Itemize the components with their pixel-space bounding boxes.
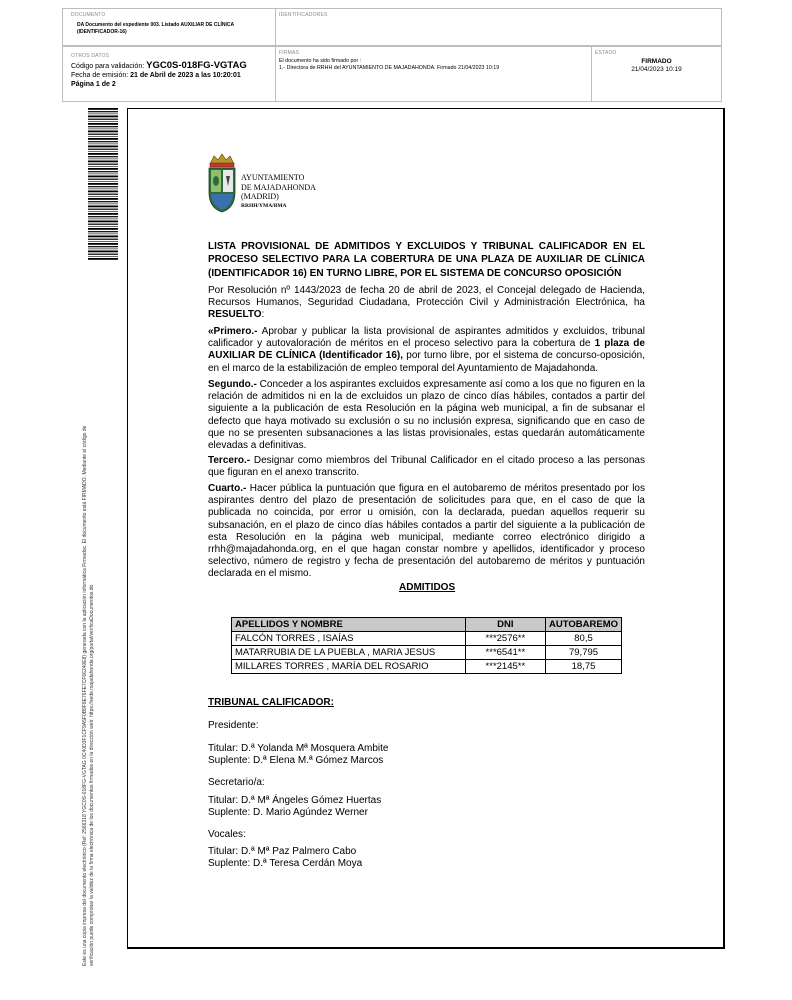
documento-value	[77, 22, 234, 36]
intro-colon: :	[261, 309, 265, 321]
secretario-suplente: Suplente: D. Mario Agúndez Werner	[208, 807, 368, 818]
codigo-line	[71, 61, 247, 71]
tercero-head: Tercero.-	[208, 455, 251, 466]
firmas-line1: El documento ha sido firmado por :	[279, 58, 362, 64]
firmas-text	[279, 58, 499, 72]
vocal-suplente: Suplente: D.ª Teresa Cerdán Moya	[208, 858, 363, 869]
admitidos-heading: ADMITIDOS	[399, 582, 456, 593]
fecha-prefix: Fecha de emisión:	[71, 72, 129, 79]
documento-value-line2: (IDENTIFICADOR-16)	[77, 29, 127, 35]
logo-ref: RRHH/YMA/BMA	[241, 202, 287, 209]
cell-nombre: MILLARES TORRES , MARÍA DEL ROSARIO	[232, 660, 466, 674]
cell-autobaremo: 80,5	[546, 632, 622, 646]
fecha-line	[71, 71, 247, 80]
barcode-image	[88, 108, 118, 260]
col-header-autobaremo: AUTOBAREMO	[546, 618, 622, 632]
primero-text: Aprobar y publicar la lista provisional de aspirantes admitidos y excluidos, tribunal calificador y autovaloración de méritos en el proceso selectivo para la cobertura de	[208, 326, 645, 350]
col-header-dni: DNI	[465, 618, 545, 632]
presidente-titular: Titular: D.ª Yolanda Mª Mosquera Ambite	[208, 743, 389, 754]
cell-autobaremo: 18,75	[546, 660, 622, 674]
vocales-label: Vocales:	[208, 829, 246, 840]
estado-value	[592, 58, 721, 74]
cuarto-text: Hacer pública la puntuación que figura en el autobaremo de méritos presentado por los aspirantes dentro del plazo de presentación de solicitudes para que, en el caso de que la publicada no coincida, por error u omisión, con la declarada, puedan aquellos requerir su subsanación, en el plazo de cinco días hábiles contados a partir del siguiente a la publicación de esta Resolución en la página web municipal, mediante correo electrónico dirigido a rrhh@majadahonda.org, en el que hagan constar nombre y apellidos, identificador y proceso selectivo, número de registro y fecha de presentación del autobaremo de méritos y puntuación declarada en el mismo.	[208, 483, 645, 580]
cell-nombre: FALCÓN TORRES , ISAÍAS	[232, 632, 466, 646]
tercero-text: Designar como miembros del Tribunal Calificador en el citado proceso a las personas que figuran en el anexo transcrito.	[208, 455, 645, 479]
document-title: LISTA PROVISIONAL DE ADMITIDOS Y EXCLUIDOS Y TRIBUNAL CALIFICADOR EN EL PROCESO SELECTIVO PARA LA COBERTURA DE UNA PLAZA DE AUXILIAR DE CLÍNICA (IDENTIFICADOR 16) EN TURNO LIBRE, POR EL SISTEMA DE CONCURSO OPOSICIÓN	[208, 241, 645, 279]
cuarto-paragraph	[208, 483, 645, 581]
presidente-label: Presidente:	[208, 720, 259, 731]
cell-dni: ***2145**	[465, 660, 545, 674]
primero-bold: 1 plaza de AUXILIAR DE CLÍNICA (Identificador 16),	[208, 338, 645, 362]
table-row	[232, 660, 622, 674]
logo-line3: (MADRID)	[241, 192, 279, 202]
primero-head: «Primero.-	[208, 326, 258, 337]
firmas-label: FIRMAS	[279, 50, 300, 56]
table-row	[232, 646, 622, 660]
side-text-line2: verificación puede comprobar la validez de la firma electrónica de los documentos firmados en la dirección web: https://sede.majadahonda.org/portal/verificaDocumentos.do	[89, 584, 95, 966]
secretario-titular: Titular: D.ª Mª Ángeles Gómez Huertas	[208, 795, 382, 806]
firmas-line2: 1.- Directora de RRHH del AYUNTAMIENTO DE MAJADAHONDA. Firmado 21/04/2023 10:19	[279, 65, 500, 71]
pagina-indicator: Página 1 de 2	[71, 81, 116, 88]
intro-paragraph	[208, 285, 645, 322]
tercero-paragraph	[208, 455, 645, 479]
otros-datos-label: OTROS DATOS	[71, 53, 110, 59]
identificadores-label: IDENTIFICADORES	[279, 12, 328, 18]
table-header-row	[232, 618, 622, 632]
table-row	[232, 632, 622, 646]
logo-line1: AYUNTAMIENTO	[241, 173, 305, 182]
estado-fecha: 21/04/2023 10:19	[631, 66, 682, 73]
header-row-1	[62, 8, 722, 46]
logo-text	[241, 173, 316, 210]
admitidos-table	[231, 617, 622, 674]
segundo-text: Conceder a los aspirantes excluidos expresamente así como a los que no figuren en la relación de admitidos ni en la de excluidos un plazo de cinco días hábiles, contados a partir del siguiente a la publicación de esta Resolución en la página web municipal, a fin de subsanar el defecto que haya motivado su exclusión o su no inclusión expresa, significando que en caso de que no se presenten subsanaciones a las listas provisionales, estas quedarán automáticamente elevadas a definitivas.	[208, 379, 645, 452]
cell-dni: ***6541**	[465, 646, 545, 660]
estado-label: ESTADO	[595, 50, 617, 56]
secretario-label: Secretario/a:	[208, 777, 265, 788]
firmas-cell	[275, 47, 592, 101]
intro-resuelto: RESUELTO	[208, 309, 262, 321]
documento-label: DOCUMENTO	[71, 12, 106, 18]
logo-line2: DE MAJADAHONDA	[241, 182, 316, 192]
estado-firmado: FIRMADO	[641, 58, 672, 65]
cell-dni: ***2576**	[465, 632, 545, 646]
header-row-2	[62, 46, 722, 102]
cuarto-head: Cuarto.-	[208, 483, 247, 494]
segundo-paragraph	[208, 379, 645, 452]
col-header-nombre: APELLIDOS Y NOMBRE	[232, 618, 466, 632]
documento-value-line1: DA Documento del expediente 003. Listado AUXILIAR DE CLÍNICA	[77, 22, 235, 28]
estado-cell	[591, 47, 721, 101]
cell-autobaremo: 79,795	[546, 646, 622, 660]
fecha-emision: 21 de Abril de 2023 a las 10:20:01	[130, 72, 241, 79]
side-text-line1: Este es una copia impresa del documento electrónico (Ref: 2566318 YGC0S-018FG-VGTAG 0C40D3F1CF9A5F0B9F8E76FE7CF66240E8) generada con la aplicación informática Firmadoc. El documento está FIRMADO. Mediante el código de	[82, 425, 88, 966]
primero-tail: por turno libre, por el sistema de concurso-oposición, en el marco de la estabilización de empleo temporal del Ayuntamiento de Majadahonda.	[208, 350, 645, 374]
identificadores-cell	[275, 9, 721, 45]
segundo-head: Segundo.-	[208, 379, 257, 390]
intro-text: Por Resolución nº 1443/2023 de fecha 20 de abril de 2023, el Concejal delegado de Hacienda, Recursos Humanos, Seguridad Ciudadana, Protección Civil y Administración Electrónica, ha	[208, 285, 645, 309]
codigo-validacion: YGC0S-018FG-VGTAG	[146, 60, 247, 71]
validation-block	[71, 61, 247, 89]
cell-nombre: MATARRUBIA DE LA PUEBLA , MARIA JESUS	[232, 646, 466, 660]
presidente-suplente: Suplente: D.ª Elena M.ª Gómez Marcos	[208, 755, 384, 766]
tribunal-heading: TRIBUNAL CALIFICADOR:	[208, 697, 334, 708]
primero-paragraph	[208, 326, 645, 375]
vocal-titular: Titular: D.ª Mª Paz Palmero Cabo	[208, 846, 357, 857]
codigo-prefix: Código para validación:	[71, 63, 145, 70]
coat-of-arms-logo	[205, 152, 239, 214]
